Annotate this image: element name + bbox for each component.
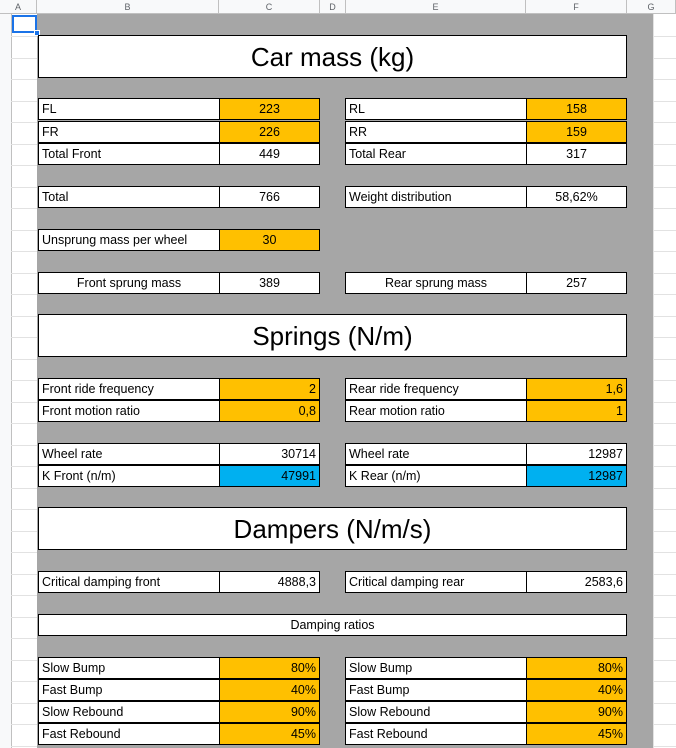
rear-motion-ratio-value[interactable]: 1 xyxy=(526,400,627,422)
front-sprung-mass-label[interactable]: Front sprung mass xyxy=(38,272,220,294)
rear-fast-rebound-label[interactable]: Fast Rebound xyxy=(345,723,527,745)
front-fast-rebound-value[interactable]: 45% xyxy=(219,723,320,745)
front-motion-ratio-label[interactable]: Front motion ratio xyxy=(38,400,220,422)
rl-value[interactable]: 158 xyxy=(526,98,627,120)
damping-ratios-header[interactable]: Damping ratios xyxy=(38,614,627,636)
fl-value[interactable]: 223 xyxy=(219,98,320,120)
critical-damping-rear-value[interactable]: 2583,6 xyxy=(526,571,627,593)
springs-title[interactable]: Springs (N/m) xyxy=(38,314,627,357)
front-fast-rebound-label[interactable]: Fast Rebound xyxy=(38,723,220,745)
total-rear-value[interactable]: 317 xyxy=(526,143,627,165)
rear-fast-bump-label[interactable]: Fast Bump xyxy=(345,679,527,701)
rl-label[interactable]: RL xyxy=(345,98,527,120)
front-wheel-rate-value[interactable]: 30714 xyxy=(219,443,320,465)
rear-fast-bump-value[interactable]: 40% xyxy=(526,679,627,701)
fr-value[interactable]: 226 xyxy=(219,121,320,143)
column-header-a[interactable]: A xyxy=(0,0,37,14)
unsprung-mass-value[interactable]: 30 xyxy=(219,229,320,251)
rear-slow-rebound-value[interactable]: 90% xyxy=(526,701,627,723)
rear-wheel-rate-label[interactable]: Wheel rate xyxy=(345,443,527,465)
rear-slow-bump-value[interactable]: 80% xyxy=(526,657,627,679)
front-sprung-mass-value[interactable]: 389 xyxy=(219,272,320,294)
rear-motion-ratio-label[interactable]: Rear motion ratio xyxy=(345,400,527,422)
front-ride-frequency-value[interactable]: 2 xyxy=(219,378,320,400)
total-front-label[interactable]: Total Front xyxy=(38,143,220,165)
critical-damping-rear-label[interactable]: Critical damping rear xyxy=(345,571,527,593)
front-slow-bump-label[interactable]: Slow Bump xyxy=(38,657,220,679)
column-header-g[interactable]: G xyxy=(627,0,676,14)
front-slow-rebound-label[interactable]: Slow Rebound xyxy=(38,701,220,723)
rear-ride-frequency-value[interactable]: 1,6 xyxy=(526,378,627,400)
front-motion-ratio-value[interactable]: 0,8 xyxy=(219,400,320,422)
front-fast-bump-value[interactable]: 40% xyxy=(219,679,320,701)
k-rear-value[interactable]: 12987 xyxy=(526,465,627,487)
rear-sprung-mass-label[interactable]: Rear sprung mass xyxy=(345,272,527,294)
gridline-col xyxy=(653,14,654,748)
dampers-title[interactable]: Dampers (N/m/s) xyxy=(38,507,627,550)
rear-wheel-rate-value[interactable]: 12987 xyxy=(526,443,627,465)
weight-distribution-label[interactable]: Weight distribution xyxy=(345,186,527,208)
rear-sprung-mass-value[interactable]: 257 xyxy=(526,272,627,294)
rear-fast-rebound-value[interactable]: 45% xyxy=(526,723,627,745)
front-slow-bump-value[interactable]: 80% xyxy=(219,657,320,679)
total-value[interactable]: 766 xyxy=(219,186,320,208)
front-fast-bump-label[interactable]: Fast Bump xyxy=(38,679,220,701)
rear-slow-bump-label[interactable]: Slow Bump xyxy=(345,657,527,679)
rear-ride-frequency-label[interactable]: Rear ride frequency xyxy=(345,378,527,400)
total-label[interactable]: Total xyxy=(38,186,220,208)
car-mass-title[interactable]: Car mass (kg) xyxy=(38,35,627,78)
k-rear-label[interactable]: K Rear (n/m) xyxy=(345,465,527,487)
column-header-f[interactable]: F xyxy=(526,0,627,14)
critical-damping-front-value[interactable]: 4888,3 xyxy=(219,571,320,593)
k-front-value[interactable]: 47991 xyxy=(219,465,320,487)
critical-damping-front-label[interactable]: Critical damping front xyxy=(38,571,220,593)
column-header-d[interactable]: D xyxy=(320,0,346,14)
fl-label[interactable]: FL xyxy=(38,98,220,120)
weight-distribution-value[interactable]: 58,62% xyxy=(526,186,627,208)
column-header-c[interactable]: C xyxy=(219,0,320,14)
rr-value[interactable]: 159 xyxy=(526,121,627,143)
unsprung-mass-label[interactable]: Unsprung mass per wheel xyxy=(38,229,220,251)
front-ride-frequency-label[interactable]: Front ride frequency xyxy=(38,378,220,400)
front-wheel-rate-label[interactable]: Wheel rate xyxy=(38,443,220,465)
front-slow-rebound-value[interactable]: 90% xyxy=(219,701,320,723)
rear-slow-rebound-label[interactable]: Slow Rebound xyxy=(345,701,527,723)
rr-label[interactable]: RR xyxy=(345,121,527,143)
k-front-label[interactable]: K Front (n/m) xyxy=(38,465,220,487)
column-header-e[interactable]: E xyxy=(346,0,526,14)
column-header-b[interactable]: B xyxy=(37,0,219,14)
fr-label[interactable]: FR xyxy=(38,121,220,143)
total-rear-label[interactable]: Total Rear xyxy=(345,143,527,165)
total-front-value[interactable]: 449 xyxy=(219,143,320,165)
